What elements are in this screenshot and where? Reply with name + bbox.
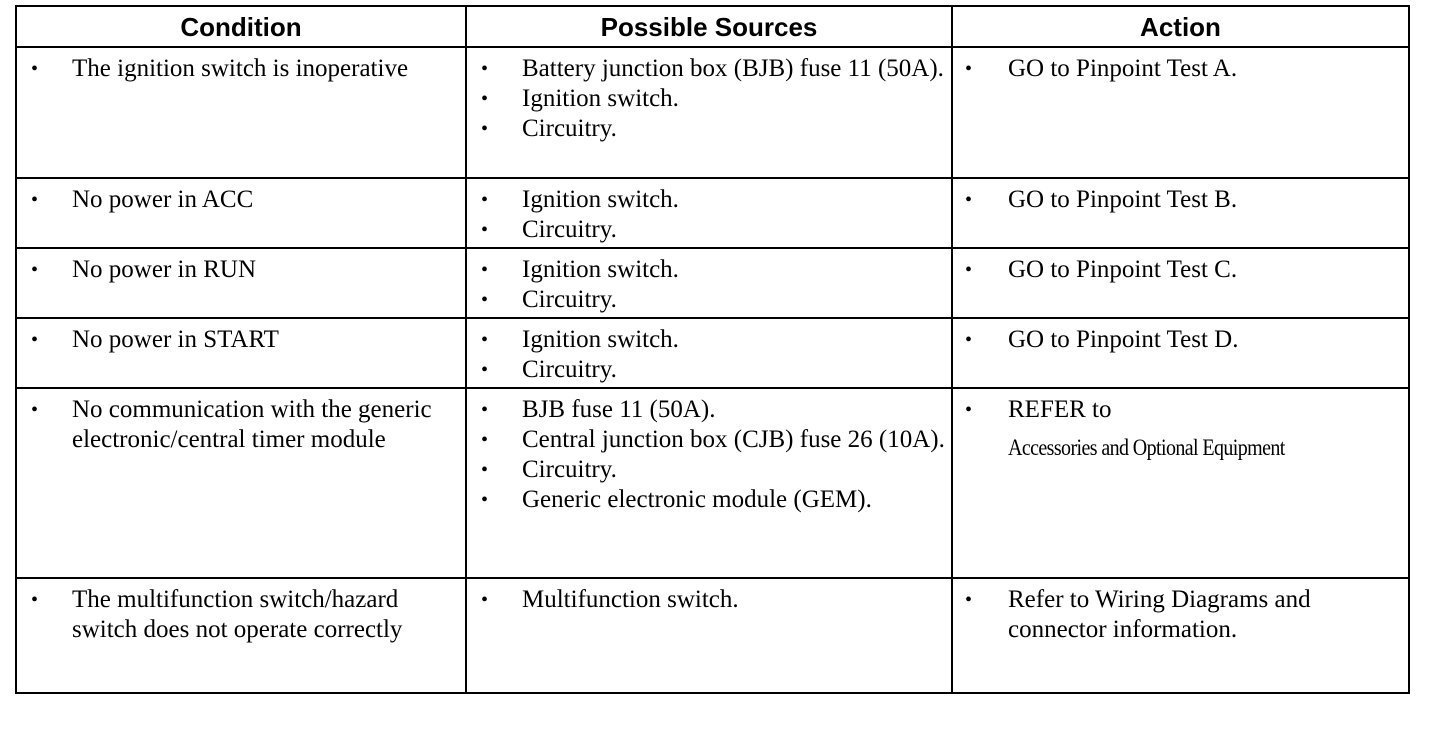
action-cell bbox=[952, 388, 1409, 578]
bullet-icon: • bbox=[481, 359, 489, 381]
action-cell bbox=[952, 578, 1409, 693]
bullet-icon: • bbox=[481, 219, 489, 241]
condition-item bbox=[17, 395, 465, 455]
action-text: GO to Pinpoint Test B. bbox=[1008, 186, 1238, 213]
condition-item bbox=[17, 185, 465, 215]
source-item bbox=[467, 54, 951, 84]
table-row bbox=[16, 388, 1409, 578]
condition-cell bbox=[16, 578, 466, 693]
bullet-icon: • bbox=[31, 399, 39, 421]
diagnostic-table-sheet bbox=[15, 5, 1408, 694]
condition-item bbox=[17, 585, 465, 645]
sources-cell bbox=[466, 578, 952, 693]
sources-cell bbox=[466, 47, 952, 178]
sources-cell bbox=[466, 178, 952, 248]
condition-cell bbox=[16, 47, 466, 178]
sources-cell bbox=[466, 248, 952, 318]
source-item bbox=[467, 255, 951, 285]
bullet-icon: • bbox=[481, 589, 489, 611]
source-text: Ignition switch. bbox=[522, 85, 679, 112]
bullet-icon: • bbox=[965, 58, 973, 80]
header-action: Action bbox=[952, 6, 1409, 47]
source-item bbox=[467, 325, 951, 355]
sources-cell bbox=[466, 388, 952, 578]
bullet-icon: • bbox=[965, 589, 973, 611]
bullet-icon: • bbox=[31, 58, 39, 80]
condition-cell bbox=[16, 248, 466, 318]
condition-text: No power in START bbox=[72, 326, 279, 353]
bullet-icon: • bbox=[481, 489, 489, 511]
bullet-icon: • bbox=[965, 189, 973, 211]
symptom-chart-table bbox=[15, 5, 1410, 694]
table-row bbox=[16, 318, 1409, 388]
source-item bbox=[467, 455, 951, 485]
bullet-icon: • bbox=[481, 259, 489, 281]
table-row bbox=[16, 178, 1409, 248]
source-text: Circuitry. bbox=[522, 456, 617, 483]
condition-cell bbox=[16, 318, 466, 388]
condition-item bbox=[17, 54, 465, 84]
action-item bbox=[953, 395, 1408, 465]
action-item bbox=[953, 54, 1408, 84]
source-text: Circuitry. bbox=[522, 286, 617, 313]
source-text: BJB fuse 11 (50A). bbox=[522, 396, 716, 423]
action-text: GO to Pinpoint Test C. bbox=[1008, 256, 1238, 283]
source-text: Circuitry. bbox=[522, 216, 617, 243]
bullet-icon: • bbox=[31, 329, 39, 351]
action-item bbox=[953, 185, 1408, 215]
action-reference-link[interactable]: Accessories and Optional Equipment bbox=[1008, 435, 1285, 461]
condition-text: No power in RUN bbox=[72, 256, 257, 283]
source-item bbox=[467, 185, 951, 215]
table-row bbox=[16, 248, 1409, 318]
table-row bbox=[16, 578, 1409, 693]
table-row bbox=[16, 47, 1409, 178]
bullet-icon: • bbox=[965, 259, 973, 281]
condition-text: No communication with the generic electronic/central timer module bbox=[72, 396, 432, 453]
source-text: Circuitry. bbox=[522, 356, 617, 383]
source-item bbox=[467, 355, 951, 385]
bullet-icon: • bbox=[965, 329, 973, 351]
action-text: GO to Pinpoint Test D. bbox=[1008, 326, 1239, 353]
source-item bbox=[467, 395, 951, 425]
source-text: Circuitry. bbox=[522, 115, 617, 142]
bullet-icon: • bbox=[481, 118, 489, 140]
bullet-icon: • bbox=[481, 329, 489, 351]
bullet-icon: • bbox=[31, 589, 39, 611]
source-item bbox=[467, 485, 951, 515]
action-text: REFER to bbox=[1008, 396, 1112, 423]
action-item bbox=[953, 325, 1408, 355]
source-text: Generic electronic module (GEM). bbox=[522, 486, 872, 513]
bullet-icon: • bbox=[31, 189, 39, 211]
header-possible-sources: Possible Sources bbox=[466, 6, 952, 47]
condition-cell bbox=[16, 388, 466, 578]
source-text: Ignition switch. bbox=[522, 256, 679, 283]
bullet-icon: • bbox=[481, 88, 489, 110]
source-item bbox=[467, 84, 951, 114]
condition-text: The ignition switch is inoperative bbox=[72, 55, 409, 82]
condition-item bbox=[17, 325, 465, 355]
header-condition: Condition bbox=[16, 6, 466, 47]
bullet-icon: • bbox=[481, 189, 489, 211]
action-item bbox=[953, 255, 1408, 285]
bullet-icon: • bbox=[481, 429, 489, 451]
action-cell bbox=[952, 178, 1409, 248]
source-text: Battery junction box (BJB) fuse 11 (50A). bbox=[522, 55, 944, 82]
action-text: Refer to Wiring Diagrams and connector information. bbox=[1008, 586, 1311, 643]
action-cell bbox=[952, 47, 1409, 178]
action-cell bbox=[952, 318, 1409, 388]
sources-cell bbox=[466, 318, 952, 388]
condition-text: No power in ACC bbox=[72, 186, 254, 213]
source-item bbox=[467, 215, 951, 245]
bullet-icon: • bbox=[481, 459, 489, 481]
table-header-row bbox=[16, 6, 1409, 47]
bullet-icon: • bbox=[31, 259, 39, 281]
source-item bbox=[467, 285, 951, 315]
bullet-icon: • bbox=[481, 289, 489, 311]
source-item bbox=[467, 425, 951, 455]
source-text: Ignition switch. bbox=[522, 186, 679, 213]
action-item bbox=[953, 585, 1408, 645]
source-item bbox=[467, 585, 951, 615]
condition-cell bbox=[16, 178, 466, 248]
condition-text: The multifunction switch/hazard switch does not operate correctly bbox=[72, 586, 403, 643]
action-text: GO to Pinpoint Test A. bbox=[1008, 55, 1238, 82]
source-text: Central junction box (CJB) fuse 26 (10A). bbox=[522, 426, 945, 453]
condition-item bbox=[17, 255, 465, 285]
bullet-icon: • bbox=[965, 399, 973, 421]
source-text: Ignition switch. bbox=[522, 326, 679, 353]
source-text: Multifunction switch. bbox=[522, 586, 739, 613]
bullet-icon: • bbox=[481, 399, 489, 421]
action-cell bbox=[952, 248, 1409, 318]
source-item bbox=[467, 114, 951, 144]
bullet-icon: • bbox=[481, 58, 489, 80]
